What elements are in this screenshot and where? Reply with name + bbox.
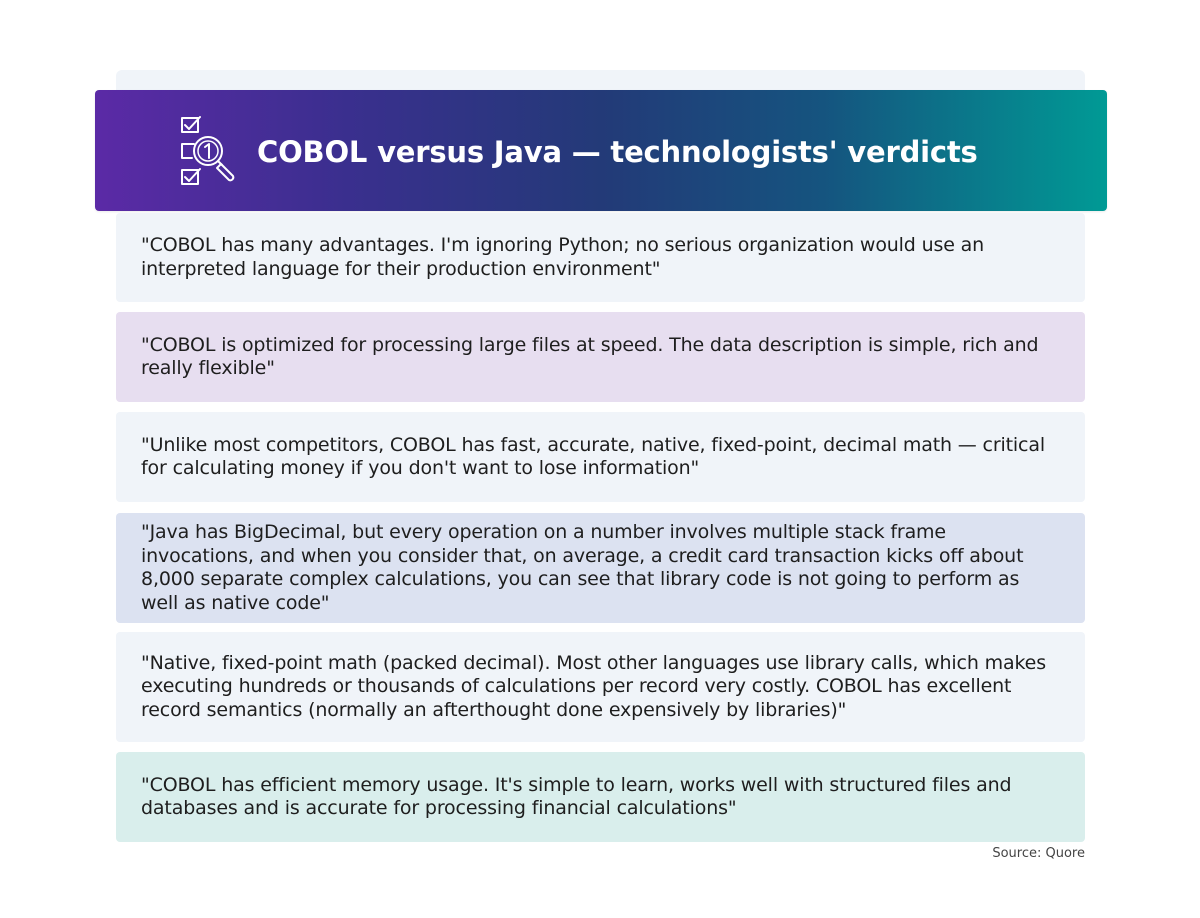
quote-card [116, 312, 1085, 402]
quote-card [116, 752, 1085, 842]
quote-text: "Unlike most competitors, COBOL has fast, accurate, native, fixed-point, decimal math — critical for calculating money if you don't want to lose information" [141, 433, 1045, 479]
quote-card [116, 632, 1085, 742]
quote-text: "Java has BigDecimal, but every operation on a number involves multiple stack frame invocations, and when you consider that, on average, a credit card transaction kicks off about 8,000 separate complex calculations, you can see that library code is not going to perform as well as native code" [141, 521, 1024, 614]
quote-text: "COBOL has many advantages. I'm ignoring Python; no serious organization would use an interpreted language for their production environment" [141, 234, 985, 280]
page-title: COBOL versus Java — technologists' verdicts [257, 135, 978, 169]
quote-card [116, 513, 1085, 623]
quote-card [116, 412, 1085, 502]
source-credit: Source: Quore [992, 846, 1085, 861]
quote-card [116, 213, 1085, 302]
quote-text: "COBOL is optimized for processing large files at speed. The data description is simple, rich and really flexible" [141, 333, 1039, 379]
quote-text: "COBOL has efficient memory usage. It's simple to learn, works well with structured files and databases and is accurate for processing financial calculations" [141, 773, 1012, 819]
quote-text: "Native, fixed-point math (packed decimal). Most other languages use library calls, which makes executing hundreds or thousands of calculations per record very costly. COBOL has excellent record semantics (normally an afterthought done expensively by libraries)" [141, 651, 1046, 721]
checklist-magnifier-icon [178, 114, 242, 190]
